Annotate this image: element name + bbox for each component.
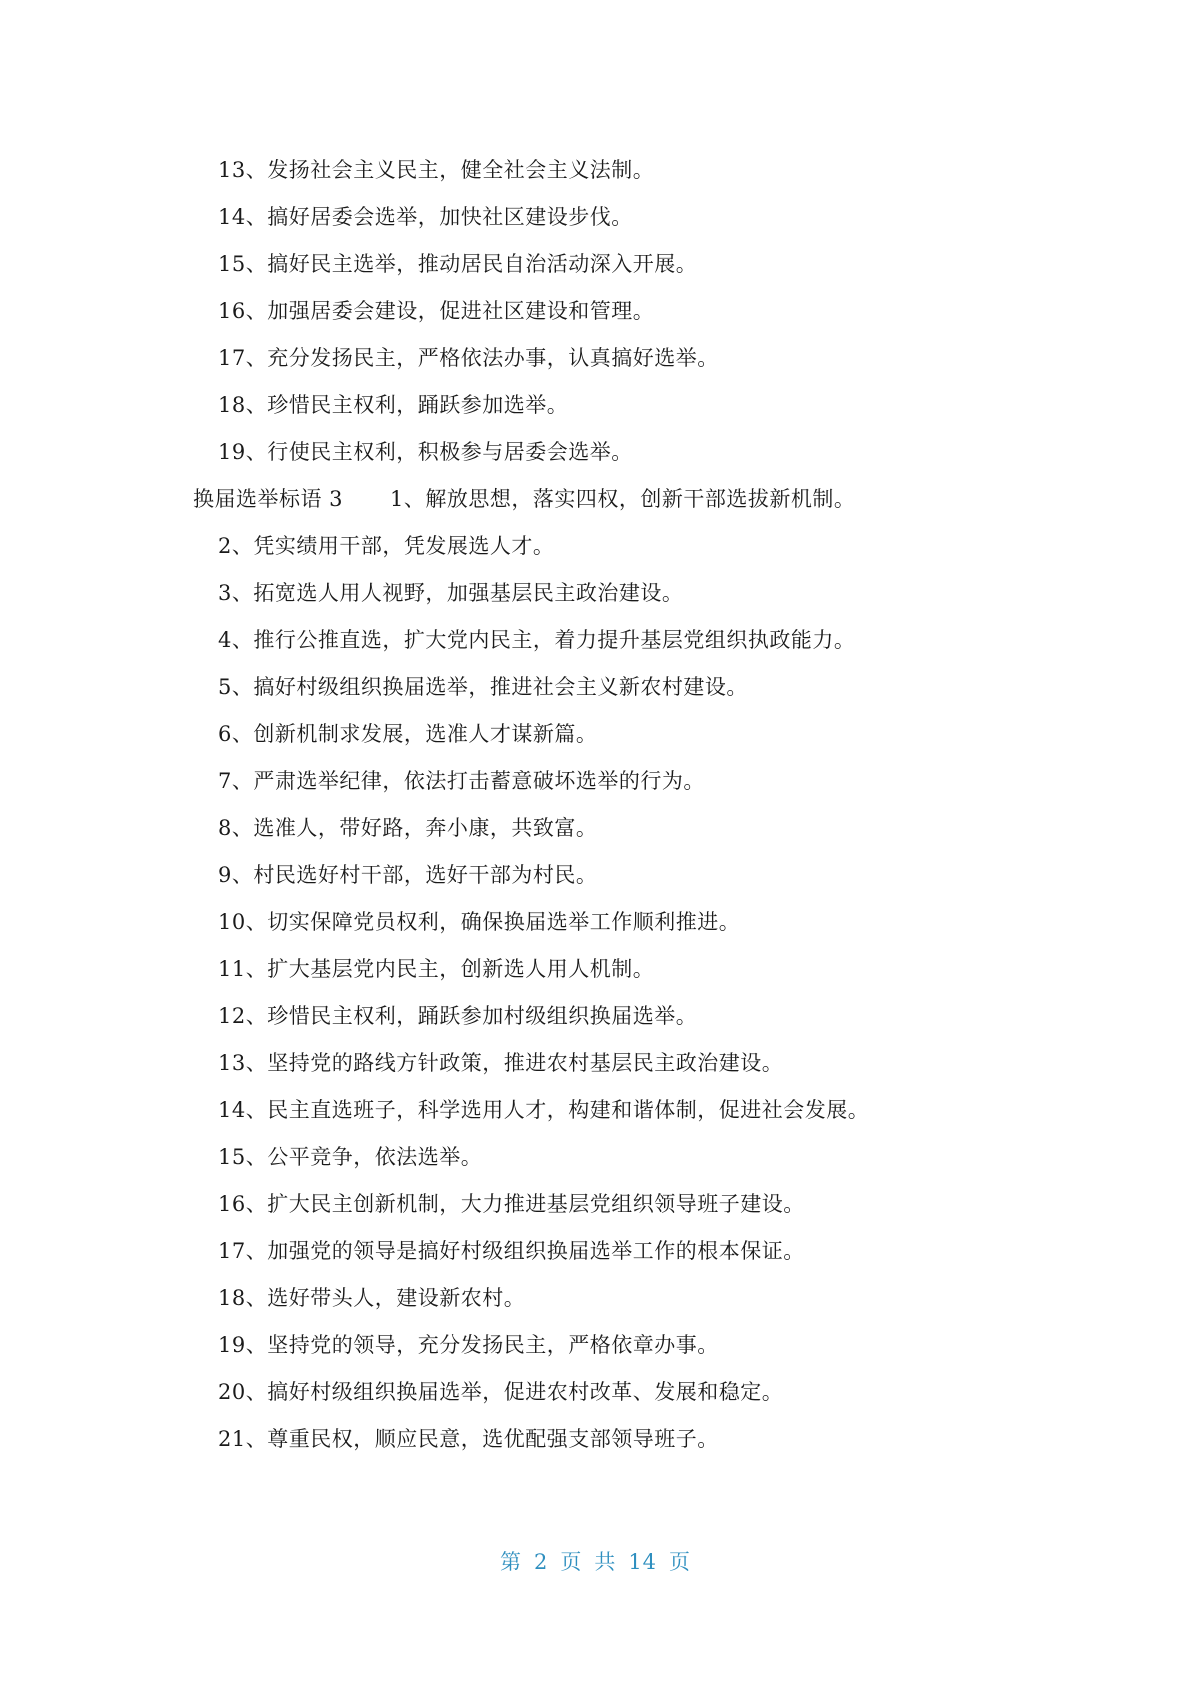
list-item: 10、切实保障党员权利，确保换届选举工作顺利推进。	[218, 910, 741, 934]
list-item: 13、坚持党的路线方针政策，推进农村基层民主政治建设。	[218, 1051, 784, 1075]
list-item: 17、加强党的领导是搞好村级组织换届选举工作的根本保证。	[218, 1239, 805, 1263]
list-item: 20、搞好村级组织换届选举，促进农村改革、发展和稳定。	[218, 1380, 784, 1404]
footer-word: 共	[594, 1550, 617, 1574]
list-item: 16、加强居委会建设，促进社区建设和管理。	[218, 299, 655, 323]
list-item: 9、村民选好村干部，选好干部为村民。	[218, 863, 598, 887]
list-item: 12、珍惜民主权利，踊跃参加村级组织换届选举。	[218, 1004, 698, 1028]
footer-word: 页	[560, 1550, 583, 1574]
list-item: 4、推行公推直选，扩大党内民主，着力提升基层党组织执政能力。	[218, 628, 856, 652]
list-item: 2、凭实绩用干部，凭发展选人才。	[218, 534, 555, 558]
list-item: 6、创新机制求发展，选准人才谋新篇。	[218, 722, 598, 746]
list-item: 11、扩大基层党内民主，创新选人用人机制。	[218, 957, 655, 981]
list-item: 21、尊重民权，顺应民意，选优配强支部领导班子。	[218, 1427, 719, 1451]
slogan-list	[0, 147, 1191, 1463]
list-item: 5、搞好村级组织换届选举，推进社会主义新农村建设。	[218, 675, 748, 699]
list-item: 1、解放思想，落实四权，创新干部选拔新机制。	[390, 487, 856, 511]
list-item: 8、选准人，带好路，奔小康，共致富。	[218, 816, 598, 840]
section-title: 换届选举标语 3	[193, 487, 344, 511]
list-item: 17、充分发扬民主，严格依法办事，认真搞好选举。	[218, 346, 719, 370]
list-item: 14、搞好居委会选举，加快社区建设步伐。	[218, 205, 633, 229]
list-item: 7、严肃选举纪律，依法打击蓄意破坏选举的行为。	[218, 769, 705, 793]
footer-word: 第	[499, 1550, 522, 1574]
list-item: 19、坚持党的领导，充分发扬民主，严格依章办事。	[218, 1333, 719, 1357]
list-item: 13、发扬社会主义民主，健全社会主义法制。	[218, 158, 655, 182]
list-item: 15、搞好民主选举，推动居民自治活动深入开展。	[218, 252, 698, 276]
section-heading-line	[0, 476, 1191, 523]
page-total: 14	[628, 1550, 658, 1574]
list-item: 15、公平竞争，依法选举。	[218, 1145, 483, 1169]
footer-word: 页	[669, 1550, 692, 1574]
list-item: 18、选好带头人，建设新农村。	[218, 1286, 526, 1310]
list-item: 3、拓宽选人用人视野，加强基层民主政治建设。	[218, 581, 684, 605]
page-number: 2	[533, 1550, 549, 1574]
list-item: 14、民主直选班子，科学选用人才，构建和谐体制，促进社会发展。	[218, 1098, 870, 1122]
list-item: 16、扩大民主创新机制，大力推进基层党组织领导班子建设。	[218, 1192, 805, 1216]
page-footer	[0, 1546, 1191, 1576]
list-item: 19、行使民主权利，积极参与居委会选举。	[218, 440, 633, 464]
list-item: 18、珍惜民主权利，踊跃参加选举。	[218, 393, 569, 417]
